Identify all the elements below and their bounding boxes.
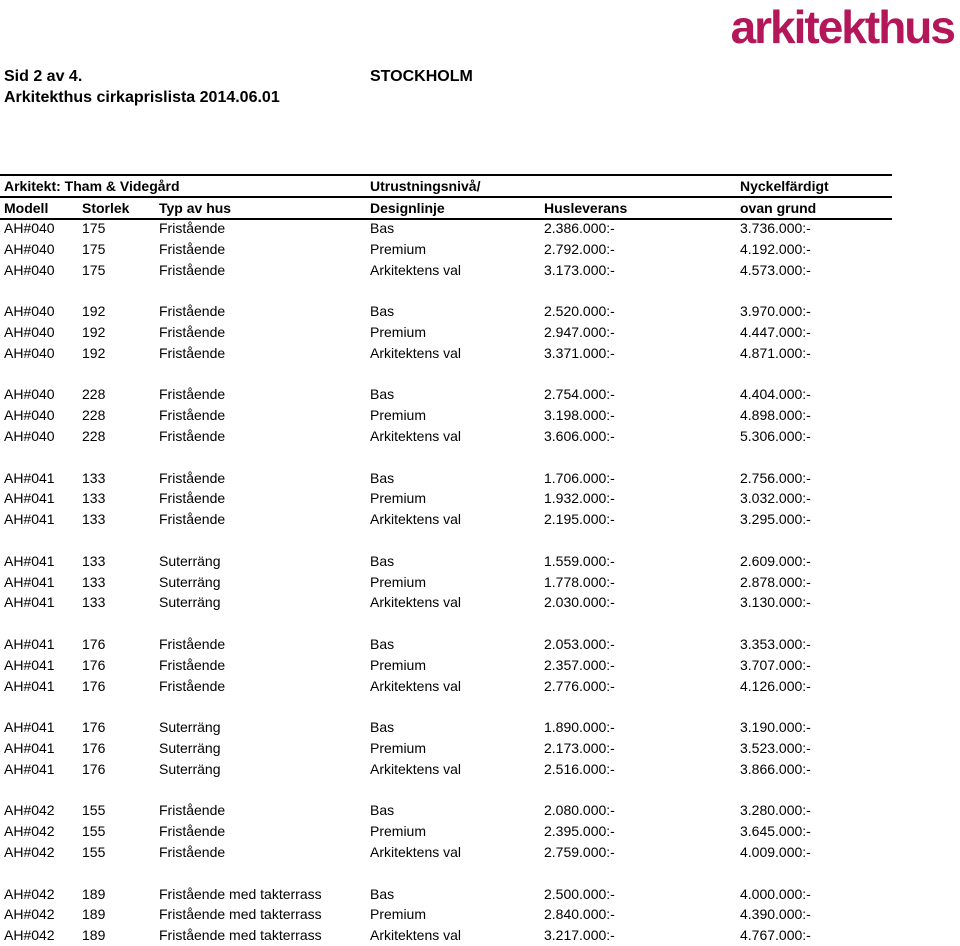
house-type-cell: Fristående xyxy=(159,823,226,840)
house-type-cell: Fristående med takterrass xyxy=(159,906,322,923)
size-header: Storlek xyxy=(82,200,130,216)
turnkey-price-cell: 4.573.000:- xyxy=(740,261,811,278)
turnkey-price-cell: 3.866.000:- xyxy=(740,760,811,777)
house-type-cell: Fristående xyxy=(159,635,226,652)
delivery-price-cell: 2.173.000:- xyxy=(544,739,615,756)
house-type-cell: Fristående xyxy=(159,427,226,444)
size-cell: 189 xyxy=(82,927,106,944)
size-cell: 228 xyxy=(82,407,106,424)
delivery-price-cell: 2.357.000:- xyxy=(544,656,615,673)
turnkey-price-cell: 4.126.000:- xyxy=(740,677,811,694)
turnkey-price-cell: 3.295.000:- xyxy=(740,511,811,528)
table-row xyxy=(0,509,892,530)
model-cell: AH#040 xyxy=(4,407,55,424)
house-type-cell: Fristående xyxy=(159,261,226,278)
turnkey-price-cell: 4.898.000:- xyxy=(740,407,811,424)
delivery-price-cell: 2.395.000:- xyxy=(544,823,615,840)
model-header: Modell xyxy=(4,200,49,216)
turnkey-price-cell: 4.447.000:- xyxy=(740,323,811,340)
size-cell: 189 xyxy=(82,885,106,902)
house-type-cell: Fristående xyxy=(159,843,226,860)
house-type-cell: Fristående xyxy=(159,303,226,320)
model-cell: AH#040 xyxy=(4,323,55,340)
table-row xyxy=(0,551,892,572)
table-row xyxy=(0,717,892,738)
model-cell: AH#041 xyxy=(4,469,55,486)
delivery-price-cell: 2.195.000:- xyxy=(544,511,615,528)
city-label: STOCKHOLM xyxy=(370,68,473,85)
table-row xyxy=(0,738,892,759)
design-line-cell: Arkitektens val xyxy=(370,594,462,611)
model-cell: AH#041 xyxy=(4,656,55,673)
model-cell: AH#041 xyxy=(4,677,55,694)
table-row xyxy=(0,218,892,239)
size-cell: 175 xyxy=(82,240,106,257)
model-cell: AH#042 xyxy=(4,823,55,840)
size-cell: 133 xyxy=(82,573,106,590)
house-type-cell: Fristående xyxy=(159,802,226,819)
table-row xyxy=(0,800,892,821)
design-line-cell: Bas xyxy=(370,552,395,569)
table-row xyxy=(0,676,892,697)
turnkey-price-cell: 3.190.000:- xyxy=(740,719,811,736)
size-cell: 176 xyxy=(82,635,106,652)
turnkey-price-cell: 4.767.000:- xyxy=(740,927,811,944)
turnkey-price-cell: 5.306.000:- xyxy=(740,427,811,444)
turnkey-price-cell: 3.736.000:- xyxy=(740,220,811,236)
house-type-cell: Fristående xyxy=(159,386,226,403)
table-row xyxy=(0,301,892,322)
group-spacer xyxy=(0,364,892,385)
model-cell: AH#040 xyxy=(4,220,55,236)
size-cell: 176 xyxy=(82,760,106,777)
delivery-price-cell: 2.386.000:- xyxy=(544,220,615,236)
turnkey-price-cell: 3.353.000:- xyxy=(740,635,811,652)
table-row xyxy=(0,239,892,260)
house-type-cell: Fristående xyxy=(159,344,226,361)
table-row xyxy=(0,634,892,655)
turnkey-price-cell: 4.871.000:- xyxy=(740,344,811,361)
table-row xyxy=(0,405,892,426)
design-line-cell: Bas xyxy=(370,386,395,403)
table-row xyxy=(0,842,892,863)
design-line-cell: Premium xyxy=(370,490,427,507)
table-row xyxy=(0,384,892,405)
turnkey-price-cell: 4.000.000:- xyxy=(740,885,811,902)
design-line-cell: Premium xyxy=(370,407,427,424)
model-cell: AH#041 xyxy=(4,635,55,652)
architect-label: Arkitekt: Tham & Videgård xyxy=(4,178,180,194)
model-cell: AH#041 xyxy=(4,552,55,569)
house-type-cell: Fristående xyxy=(159,490,226,507)
size-cell: 176 xyxy=(82,739,106,756)
turnkey-price-cell: 4.390.000:- xyxy=(740,906,811,923)
model-cell: AH#040 xyxy=(4,240,55,257)
size-cell: 133 xyxy=(82,511,106,528)
model-cell: AH#040 xyxy=(4,261,55,278)
delivery-price-cell: 1.932.000:- xyxy=(544,490,615,507)
turnkey-price-cell: 3.523.000:- xyxy=(740,739,811,756)
delivery-price-cell: 2.792.000:- xyxy=(544,240,615,257)
delivery-price-cell: 2.053.000:- xyxy=(544,635,615,652)
size-cell: 155 xyxy=(82,823,106,840)
house-type-cell: Fristående med takterrass xyxy=(159,927,322,944)
turnkey-price-cell: 2.878.000:- xyxy=(740,573,811,590)
size-cell: 133 xyxy=(82,594,106,611)
size-cell: 133 xyxy=(82,469,106,486)
delivery-price-cell: 3.217.000:- xyxy=(544,927,615,944)
design-line-cell: Arkitektens val xyxy=(370,927,462,944)
turnkey-price-cell: 3.280.000:- xyxy=(740,802,811,819)
model-cell: AH#040 xyxy=(4,427,55,444)
delivery-price-cell: 1.890.000:- xyxy=(544,719,615,736)
design-line-cell: Premium xyxy=(370,323,427,340)
design-line-cell: Arkitektens val xyxy=(370,677,462,694)
size-cell: 175 xyxy=(82,261,106,278)
table-row xyxy=(0,904,892,925)
design-line-cell: Arkitektens val xyxy=(370,843,462,860)
delivery-price-cell: 1.559.000:- xyxy=(544,552,615,569)
design-line-cell: Premium xyxy=(370,656,427,673)
model-cell: AH#041 xyxy=(4,719,55,736)
size-cell: 155 xyxy=(82,843,106,860)
turnkey-price-cell: 4.009.000:- xyxy=(740,843,811,860)
delivery-price-cell: 2.520.000:- xyxy=(544,303,615,320)
group-spacer xyxy=(0,863,892,884)
delivery-price-cell: 3.371.000:- xyxy=(544,344,615,361)
design-line-cell: Bas xyxy=(370,802,395,819)
design-line-cell: Premium xyxy=(370,573,427,590)
model-cell: AH#042 xyxy=(4,927,55,944)
delivery-price-cell: 2.516.000:- xyxy=(544,760,615,777)
delivery-price-cell: 2.030.000:- xyxy=(544,594,615,611)
model-cell: AH#040 xyxy=(4,303,55,320)
table-row xyxy=(0,655,892,676)
group-spacer xyxy=(0,530,892,551)
model-cell: AH#041 xyxy=(4,573,55,590)
column-header xyxy=(0,174,892,220)
size-cell: 192 xyxy=(82,344,106,361)
table-row xyxy=(0,759,892,780)
design-line-cell: Premium xyxy=(370,739,427,756)
group-spacer xyxy=(0,613,892,634)
house-type-cell: Fristående xyxy=(159,407,226,424)
arkitekthus-logo: arkitekthus xyxy=(730,1,954,53)
design-line-cell: Arkitektens val xyxy=(370,261,462,278)
group-spacer xyxy=(0,280,892,301)
column-header-row-2 xyxy=(0,196,892,220)
model-cell: AH#041 xyxy=(4,739,55,756)
page-number: Sid 2 av 4. xyxy=(4,68,83,85)
table-row xyxy=(0,343,892,364)
design-line-cell: Bas xyxy=(370,635,395,652)
above-ground-header: ovan grund xyxy=(740,200,817,216)
size-cell: 192 xyxy=(82,323,106,340)
house-type-cell: Fristående xyxy=(159,656,226,673)
table-row xyxy=(0,821,892,842)
column-header-row-1 xyxy=(0,174,892,196)
turnkey-price-cell: 3.130.000:- xyxy=(740,594,811,611)
house-type-cell: Fristående med takterrass xyxy=(159,885,322,902)
delivery-price-cell: 2.947.000:- xyxy=(544,323,615,340)
design-line-cell: Arkitektens val xyxy=(370,511,462,528)
delivery-price-cell: 2.080.000:- xyxy=(544,802,615,819)
turnkey-price-cell: 4.404.000:- xyxy=(740,386,811,403)
turnkey-price-cell: 2.609.000:- xyxy=(740,552,811,569)
turnkey-price-cell: 4.192.000:- xyxy=(740,240,811,257)
size-cell: 228 xyxy=(82,427,106,444)
turnkey-price-cell: 3.032.000:- xyxy=(740,490,811,507)
size-cell: 228 xyxy=(82,386,106,403)
model-cell: AH#041 xyxy=(4,490,55,507)
design-line-cell: Arkitektens val xyxy=(370,344,462,361)
delivery-price-cell: 3.198.000:- xyxy=(544,407,615,424)
equipment-level-header: Utrustningsnivå/ xyxy=(370,178,481,194)
design-line-cell: Bas xyxy=(370,469,395,486)
house-type-cell: Fristående xyxy=(159,240,226,257)
design-line-cell: Premium xyxy=(370,240,427,257)
size-cell: 176 xyxy=(82,656,106,673)
size-cell: 176 xyxy=(82,677,106,694)
size-cell: 133 xyxy=(82,552,106,569)
group-spacer xyxy=(0,696,892,717)
size-cell: 189 xyxy=(82,906,106,923)
design-line-cell: Bas xyxy=(370,220,395,236)
table-row xyxy=(0,925,892,946)
design-line-cell: Premium xyxy=(370,906,427,923)
delivery-price-cell: 1.778.000:- xyxy=(544,573,615,590)
model-cell: AH#041 xyxy=(4,760,55,777)
house-type-cell: Fristående xyxy=(159,469,226,486)
model-cell: AH#042 xyxy=(4,885,55,902)
delivery-price-cell: 3.173.000:- xyxy=(544,261,615,278)
house-type-cell: Suterräng xyxy=(159,760,221,777)
page-header xyxy=(4,68,280,110)
price-list-title: Arkitekthus cirkaprislista 2014.06.01 xyxy=(4,89,280,106)
size-cell: 133 xyxy=(82,490,106,507)
size-cell: 192 xyxy=(82,303,106,320)
house-type-cell: Fristående xyxy=(159,220,226,236)
house-type-header: Typ av hus xyxy=(159,200,232,216)
price-table xyxy=(0,218,892,946)
size-cell: 176 xyxy=(82,719,106,736)
delivery-price-cell: 2.759.000:- xyxy=(544,843,615,860)
turnkey-header: Nyckelfärdigt xyxy=(740,178,829,194)
model-cell: AH#041 xyxy=(4,511,55,528)
model-cell: AH#040 xyxy=(4,386,55,403)
delivery-price-cell: 3.606.000:- xyxy=(544,427,615,444)
design-line-cell: Bas xyxy=(370,303,395,320)
model-cell: AH#042 xyxy=(4,802,55,819)
turnkey-price-cell: 3.707.000:- xyxy=(740,656,811,673)
delivery-price-cell: 2.754.000:- xyxy=(544,386,615,403)
turnkey-price-cell: 2.756.000:- xyxy=(740,469,811,486)
house-type-cell: Fristående xyxy=(159,511,226,528)
house-delivery-header: Husleverans xyxy=(544,200,628,216)
design-line-cell: Bas xyxy=(370,719,395,736)
size-cell: 175 xyxy=(82,220,106,236)
delivery-price-cell: 2.776.000:- xyxy=(544,677,615,694)
delivery-price-cell: 2.500.000:- xyxy=(544,885,615,902)
size-cell: 155 xyxy=(82,802,106,819)
table-row xyxy=(0,572,892,593)
house-type-cell: Fristående xyxy=(159,323,226,340)
table-row xyxy=(0,468,892,489)
table-row xyxy=(0,322,892,343)
turnkey-price-cell: 3.970.000:- xyxy=(740,303,811,320)
model-cell: AH#042 xyxy=(4,906,55,923)
house-type-cell: Suterräng xyxy=(159,573,221,590)
group-spacer xyxy=(0,780,892,801)
table-row xyxy=(0,260,892,281)
design-line-cell: Arkitektens val xyxy=(370,427,462,444)
model-cell: AH#042 xyxy=(4,843,55,860)
delivery-price-cell: 1.706.000:- xyxy=(544,469,615,486)
delivery-price-cell: 2.840.000:- xyxy=(544,906,615,923)
design-line-header: Designlinje xyxy=(370,200,445,216)
table-row xyxy=(0,426,892,447)
house-type-cell: Suterräng xyxy=(159,552,221,569)
group-spacer xyxy=(0,447,892,468)
house-type-cell: Suterräng xyxy=(159,719,221,736)
design-line-cell: Premium xyxy=(370,823,427,840)
model-cell: AH#040 xyxy=(4,344,55,361)
turnkey-price-cell: 3.645.000:- xyxy=(740,823,811,840)
table-row xyxy=(0,592,892,613)
house-type-cell: Suterräng xyxy=(159,739,221,756)
design-line-cell: Arkitektens val xyxy=(370,760,462,777)
model-cell: AH#041 xyxy=(4,594,55,611)
house-type-cell: Suterräng xyxy=(159,594,221,611)
table-row xyxy=(0,884,892,905)
design-line-cell: Bas xyxy=(370,885,395,902)
house-type-cell: Fristående xyxy=(159,677,226,694)
table-row xyxy=(0,488,892,509)
